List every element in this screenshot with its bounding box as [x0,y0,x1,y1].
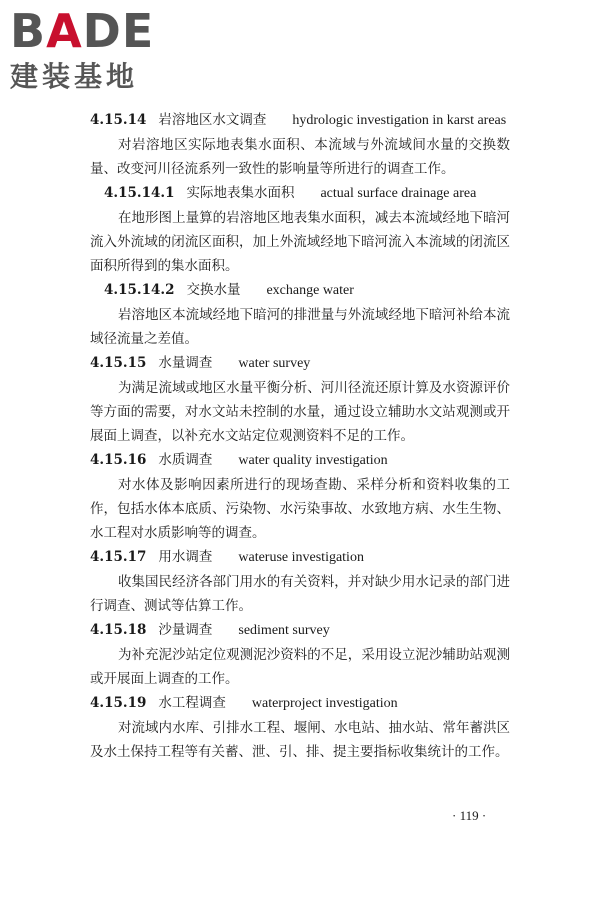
entry-heading [90,618,510,643]
document-body [90,108,510,764]
entry-title-en: sediment survey [238,623,330,638]
logo-letters-b: B [10,4,47,58]
entry-title-cn: 实际地表集水面积 [186,185,295,201]
entry-title-en: water survey [238,356,311,371]
entry-number: 4.15.16 [90,452,147,468]
entry-definition: 岩溶地区本流域经地下暗河的排泄量与外流域经地下暗河补给本流域径流量之差值。 [90,307,510,347]
entry-heading [90,278,510,303]
entry-title-cn: 水质调查 [158,452,213,468]
entry-number: 4.15.17 [90,549,147,565]
entry-title-en: actual surface drainage area [320,186,477,201]
entry-title-cn: 水量调查 [158,355,213,371]
logo [10,6,180,94]
entry-title-en: exchange water [266,283,354,298]
entry-definition: 对流域内水库、引排水工程、堰闸、水电站、抽水站、常年蓄洪区及水土保持工程等有关蓄、泄、引、排、提主要指标收集统计的工作。 [90,720,510,760]
entry-definition: 对岩溶地区实际地表集水面积、本流域与外流域间水量的交换数量、改变河川径流系列一致性的影响量等所进行的调查工作。 [90,137,510,177]
entry-definition: 在地形图上量算的岩溶地区地表集水面积，减去本流域经地下暗河流入外流域的闭流区面积，加上外流域经地下暗河流入本流域的闭流区面积所得到的集水面积。 [90,210,510,274]
entry-definition: 对水体及影响因素所进行的现场查勘、采样分析和资料收集的工作，包括水体本底质、污染物、水污染事故、水致地方病、水生生物、水工程对水质影响等的调查。 [90,477,510,541]
entry-number: 4.15.14.1 [104,185,175,201]
page-number: · 119 · [452,808,487,823]
entry-definition: 为满足流域或地区水量平衡分析、河川径流还原计算及水资源评价等方面的需要，对水文站未控制的水量，通过设立辅助水文站观测或开展面上调查，以补充水文站定位观测资料不足的工作。 [90,380,510,444]
entry-title-cn: 沙量调查 [158,622,213,638]
entry-heading [90,108,510,133]
entry-number: 4.15.19 [90,695,147,711]
entry-title-en: hydrologic investigation in karst areas [292,113,507,128]
entry-title-cn: 水工程调查 [158,695,226,711]
logo-letter-a: A [46,4,83,58]
entry-title-cn: 岩溶地区水文调查 [158,112,267,128]
entry-title-en: waterproject investigation [251,696,398,711]
entry-definition: 收集国民经济各部门用水的有关资料，并对缺少用水记录的部门进行调查、测试等估算工作。 [90,574,510,614]
entry-title-cn: 交换水量 [186,282,241,298]
entry-heading [90,545,510,570]
entry-number: 4.15.18 [90,622,147,638]
entry-heading [90,181,510,206]
entry-heading [90,351,510,376]
entry-number: 4.15.14.2 [104,282,175,298]
entry-number: 4.15.15 [90,355,147,371]
entry-number: 4.15.14 [90,112,147,128]
entry-heading [90,691,510,716]
logo-wordmark [10,6,154,56]
entry-definition: 为补充泥沙站定位观测泥沙资料的不足，采用设立泥沙辅助站观测或开展面上调查的工作。 [90,647,510,687]
entry-heading [90,448,510,473]
entry-title-en: water quality investigation [238,453,388,468]
entry-title-en: wateruse investigation [238,550,364,565]
logo-letters-de: DE [82,4,155,58]
entry-title-cn: 用水调查 [158,549,213,565]
logo-subtitle: 建装基地 [10,60,139,93]
